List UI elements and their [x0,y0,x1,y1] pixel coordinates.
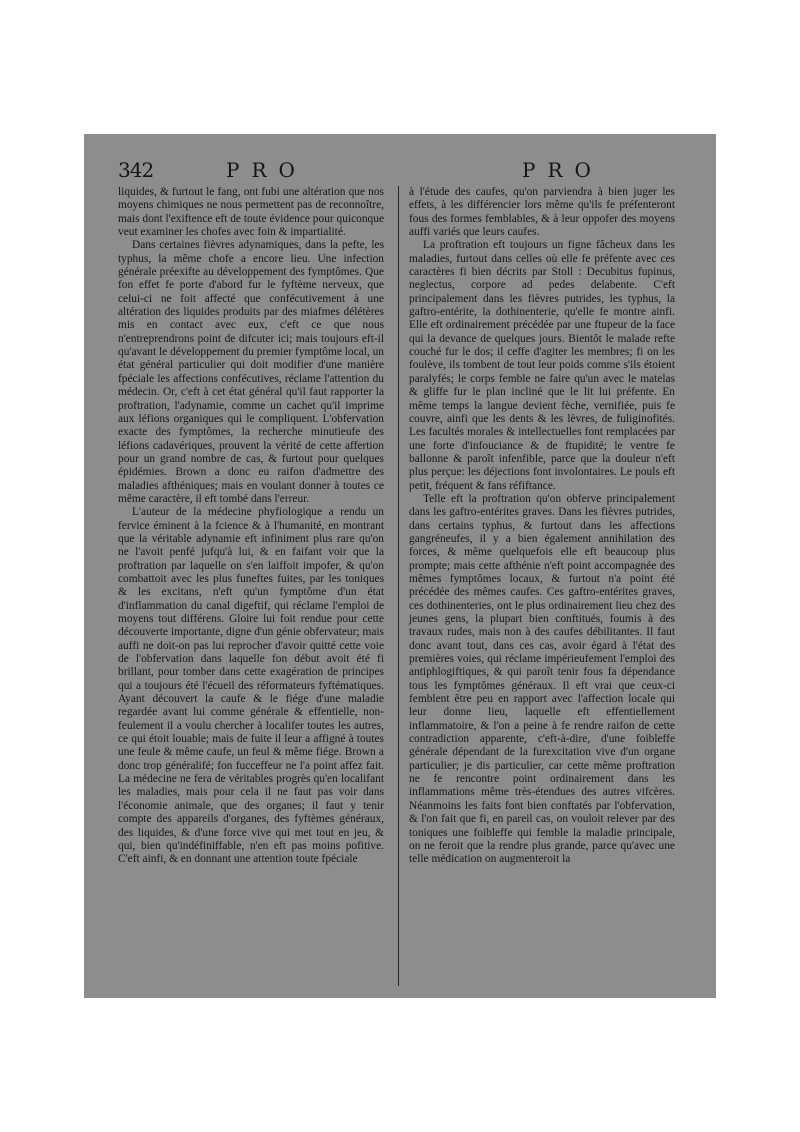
right-column [409,186,675,867]
page-header [84,158,716,182]
paragraph: La proftration eft toujours un figne fâcheux dans les maladies, furtout dans celles où elle fe préfente avec ces caractères fi bien décrits par Stoll : Decubitus fupinus, neglectus, corpore ad pedes delabente. C'eft principalement dans les fièvres putrides, les typhus, la gaftro-entérite, la dothinenterie, qu'elle fe montre ainfi. Elle eft ordinairement précédée par une ftupeur de la face qui la devance de quelques jours. Bientôt le malade refte couché fur le dos; il ceffe d'agiter les membres; fi on les foulève, ils tombent de tout leur poids comme s'ils étoient paralyfés; le corps femble ne faire qu'un avec le matelas & gliffe fur le plan incliné que le lit lui préfente. En même temps la langue devient fèche, vernifiée, puis fe couvre, ainfi que les dents & les lèvres, de fuliginofités. Les facultés morales & intellectuelles font remplacées par une forte d'infouciance & de ftupidité; le ventre fe ballonne & paroît infenfible, parce que la douleur n'eft plus perçue: les déjections font involontaires. Le pouls eft petit, fréquent & fans réfiftance. [409,239,675,492]
paragraph: à l'étude des caufes, qu'on parviendra à bien juger les effets, à les différencier lors même qu'ils fe préfenteront fous des formes femblables, & à leur oppofer des moyens auffi variés que leurs caufes. [409,186,675,239]
scanned-page [84,134,716,998]
column-divider [398,186,399,986]
paragraph: Dans certaines fièvres adynamiques, dans la pefte, les typhus, la même chofe a encore lieu. Une infection générale préexifte au développement des fymptômes. Que fon effet fe porte d'abord fur le fyftème nerveux, que celui-ci ne foit affecté que confécutivement à une altération des liquides produits par des miafmes délétères mis en contact avec eux, c'eft ce que nous n'entreprendrons point de difcuter ici; mais toujours eft-il qu'avant le développement du premier fymptôme local, un état général particulier qui doit modifier d'une manière fpéciale les affections confécutives, réclame l'attention du médecin. Or, c'eft à cet état général qu'il faut rapporter la proftration, l'adynamie, comme un cachet qu'il imprime aux léfions organiques qui le compliquent. L'obfervation exacte des fymptômes, la recherche minutieufe des léfions cadavériques, prouvent la vérité de cette affertion pour un grand nombre de cas, & furtout pour quelques épidémies. Brown a donc eu raifon d'admettre des maladies afthéniques; mais en voulant donner à toutes ce même caractère, il eft tombé dans l'erreur. [118,239,384,505]
paragraph: liquides, & furtout le fang, ont fubi une altération que nos moyens chimiques ne nous permettent pas de reconnoître, mais dont l'exiftence eft de toute évidence pour quiconque veut examiner les chofes avec foin & impartialité. [118,186,384,239]
running-head-left: PRO [226,158,307,182]
page-number: 342 [118,158,154,182]
left-column [118,186,384,867]
paragraph: L'auteur de la médecine phyfiologique a rendu un fervice éminent à la fcience & à l'humanité, en montrant que la véritable adynamie eft infiniment plus rare qu'on ne l'avoit penfé jufqu'à lui, & en faifant voir que la proftration par laquelle on s'en laiffoit impofer, & qu'on combattoit avec les plus funeftes fuites, par les toniques & les excitans, n'eft qu'un fymptôme d'un état d'inflammation du canal digeftif, qui réclame l'emploi de moyens tout différens. Gloire lui foit rendue pour cette découverte importante, digne d'un génie obfervateur; mais auffi ne doit-on pas lui reprocher d'avoir quitté cette voie de l'obfervation dans laquelle fon début avoit été fi brillant, pour tomber dans cette exagération de principes qui a toujours été l'écueil des réformateurs fyftématiques. Ayant découvert la caufe & le fiége d'une maladie regardée avant lui comme générale & effentielle, non-feulement il a voulu chercher à localifer toutes les autres, ce qui étoit louable; mais de fuite il leur a affigné à toutes une feule & même caufe, un feul & même fiége. Brown a donc trop généralifé; fon fucceffeur ne l'a point affez fait. La médecine ne fera de véritables progrès qu'en localifant les maladies, mais pour cela il ne faut pas voir dans l'économie animale, que des organes; il faut y tenir compte des appareils d'organes, des fyftèmes généraux, des liquides, & d'une force vive qui met tout en jeu, & qui, bien qu'indéfiniffable, n'en eft pas moins pofitive. C'eft ainfi, & en donnant une attention toute fpéciale [118,506,384,866]
running-head-right: PRO [522,158,603,182]
paragraph: Telle eft la proftration qu'on obferve principalement dans les gaftro-entérites graves. Dans les fièvres putrides, dans certains typhus, & furtout dans les affections gangréneufes, il y a bien également annihilation des forces, & même quelquefois elle eft beaucoup plus prompte; mais cette afthénie n'eft point accompagnée des mêmes fymptômes locaux, & furtout n'a point été précédée des mêmes caufes. Ces gaftro-entérites graves, ces dothinenteries, ont le plus ordinairement lieu chez des jeunes gens, la plupart bien conftitués, foumis à des travaux rudes, mais non à des caufes débilitantes. Il faut donc avant tout, dans ces cas, avoir égard à l'état des premières voies, qui réclame impérieufement l'emploi des antiphlogiftiques, & qui paroît tenir fous fa dépendance tous les fymptômes généraux. Il eft vrai que ceux-ci femblent être peu en rapport avec l'affection locale qui leur donne lieu, laquelle eft effentiellement inflammatoire, & l'on a peine à fe rendre raifon de cette contradiction apparente, c'eft-à-dire, d'une foibleffe générale dépendant de la furexcitation vive d'un organe particulier; je dis particulier, car cette même proftration ne fe rencontre point ordinairement dans les inflammations même très-étendues des autres vifcères. Néanmoins les faits font bien conftatés par l'obfervation, & l'on fait que fi, en pareil cas, on vouloit relever par des toniques une foibleffe qui femble la maladie principale, on ne feroit que la rendre plus grande, parce qu'avec une telle médication on augmenteroit la [409,492,675,866]
